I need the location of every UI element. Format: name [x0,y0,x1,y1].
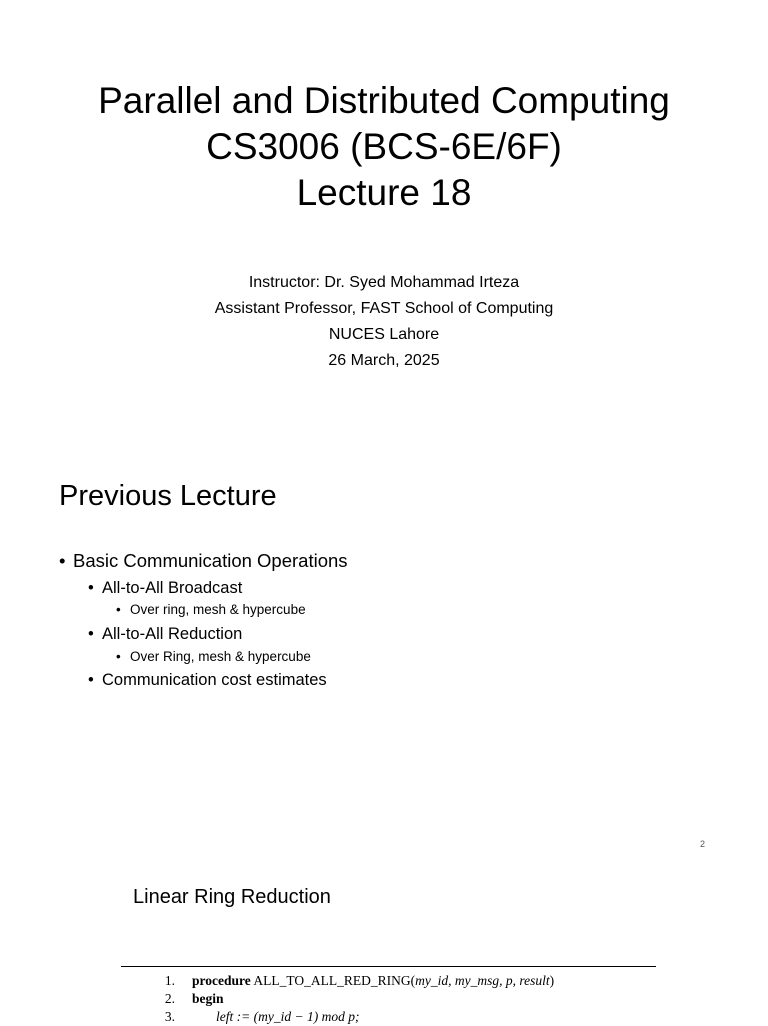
keyword: begin [192,991,224,1006]
bullet-text: Over Ring, mesh & hypercube [130,649,311,664]
algorithm-line [121,990,656,1008]
instructor-name: Instructor: Dr. Syed Mohammad Irteza [248,274,520,291]
bullet-text: All-to-All Broadcast [102,579,243,597]
bullet-icon: • [116,649,121,664]
lecture-number: Lecture 18 [296,172,472,213]
line-text: left := (my_id − 1) mod p; [216,1009,360,1024]
page-number: 2 [700,839,706,849]
lecture-date: 26 March, 2025 [328,352,440,369]
bullet-icon: • [88,579,94,597]
bullet-text: Over ring, mesh & hypercube [130,602,306,617]
bullet-item [88,623,242,645]
bullet-item [59,549,348,573]
algorithm-line [121,972,656,990]
line-text [192,990,224,1008]
bullet-icon: • [116,602,121,617]
keyword: procedure [192,973,251,988]
line-number: 1. [164,973,175,988]
line-number: 2. [164,991,175,1006]
previous-lecture-slide [0,440,768,860]
course-code: CS3006 (BCS-6E/6F) [206,126,562,167]
slide-heading: Previous Lecture [59,480,277,512]
bullet-item [116,648,311,666]
procedure-close: ) [549,973,555,988]
algorithm-line [121,1008,656,1026]
line-text [192,972,554,990]
bullet-item [88,669,327,691]
bullet-text: Communication cost estimates [102,671,327,689]
bullet-icon: • [88,625,94,643]
bullet-item [88,577,242,599]
bullet-icon: • [59,550,66,571]
line-number: 3. [164,1009,175,1024]
bullet-text: Basic Communication Operations [73,550,348,571]
algorithm-listing [121,966,656,1026]
instructor-position: Assistant Professor, FAST School of Computing [214,300,554,317]
institution: NUCES Lahore [328,326,440,343]
bullet-icon: • [88,671,94,689]
ring-reduction-slide [0,870,768,1024]
bullet-item [116,601,306,619]
procedure-name: ALL_TO_ALL_RED_RING( [250,973,416,988]
procedure-args: my_id, my_msg, p, result [415,973,550,988]
slide-heading: Linear Ring Reduction [133,886,331,908]
title-slide [0,0,768,430]
course-title: Parallel and Distributed Computing [98,80,670,121]
bullet-text: All-to-All Reduction [102,625,243,643]
